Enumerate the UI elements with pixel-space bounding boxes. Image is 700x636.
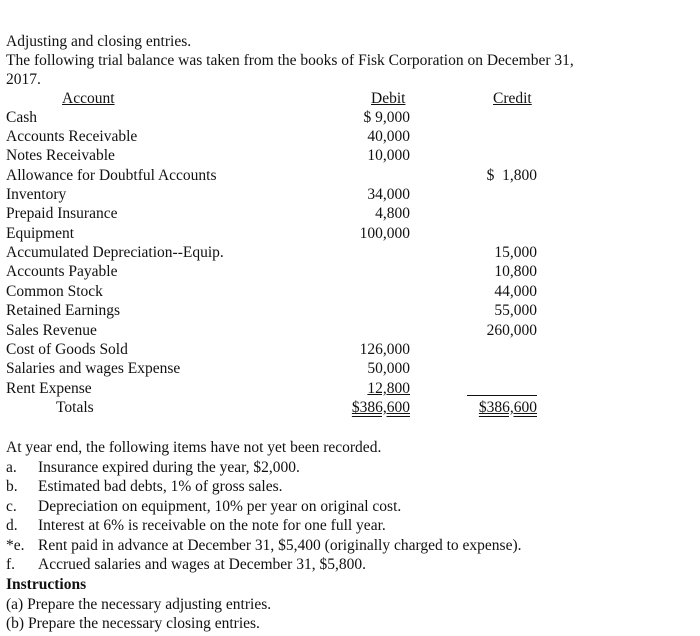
debit-total: $386,600 xyxy=(351,399,410,416)
debit-amount: 50,000 xyxy=(367,360,410,377)
unrecorded-items-intro: At year end, the following items have not yet been recorded. xyxy=(6,439,382,456)
account-name: Cash xyxy=(6,109,37,126)
credit-amount: $ 1,800 xyxy=(486,167,537,184)
intro-text-line-1: The following trial balance was taken from the books of Fisk Corporation on December 31, xyxy=(6,52,574,69)
debit-amount: 126,000 xyxy=(359,341,410,358)
item-text: Interest at 6% is receivable on the note for one full year. xyxy=(38,517,386,534)
debit-amount: 100,000 xyxy=(359,225,410,242)
item-text: Estimated bad debts, 1% of gross sales. xyxy=(38,478,283,495)
account-name: Notes Receivable xyxy=(6,147,115,164)
item-marker: f. xyxy=(6,556,16,573)
account-name: Rent Expense xyxy=(6,380,92,397)
debit-amount: 10,000 xyxy=(367,147,410,164)
account-name: Accounts Payable xyxy=(6,263,118,280)
instructions-heading: Instructions xyxy=(6,576,87,593)
debit-column-header: Debit xyxy=(371,90,406,107)
debit-amount: $ 9,000 xyxy=(363,109,410,126)
credit-total: $386,600 xyxy=(478,399,537,416)
account-name: Cost of Goods Sold xyxy=(6,341,128,358)
problem-title: Adjusting and closing entries. xyxy=(6,33,192,50)
instruction-a: (a) Prepare the necessary adjusting entries. xyxy=(6,596,272,613)
item-marker: d. xyxy=(6,517,18,534)
item-marker: a. xyxy=(6,459,17,476)
account-name: Equipment xyxy=(6,225,75,242)
account-name: Accumulated Depreciation--Equip. xyxy=(6,244,224,261)
credit-amount: 55,000 xyxy=(494,302,537,319)
credit-amount: 260,000 xyxy=(486,322,537,339)
item-text: Depreciation on equipment, 10% per year on original cost. xyxy=(38,498,402,515)
item-marker: c. xyxy=(6,498,17,515)
credit-amount: 10,800 xyxy=(494,263,537,280)
item-text: Insurance expired during the year, $2,000. xyxy=(38,459,300,476)
account-name: Inventory xyxy=(6,186,67,203)
account-name: Retained Earnings xyxy=(6,302,121,319)
item-marker: *e. xyxy=(6,537,25,554)
credit-amount: 44,000 xyxy=(494,283,537,300)
credit-amount: 15,000 xyxy=(494,244,537,261)
item-marker: b. xyxy=(6,478,18,495)
account-name: Sales Revenue xyxy=(6,322,97,339)
instruction-b: (b) Prepare the necessary closing entries. xyxy=(6,615,260,632)
account-name: Accounts Receivable xyxy=(6,128,138,145)
debit-amount: 34,000 xyxy=(367,186,410,203)
intro-text-line-2: 2017. xyxy=(6,71,41,88)
credit-subtotal-rule xyxy=(467,395,537,396)
debit-amount: 4,800 xyxy=(375,205,410,222)
account-name: Common Stock xyxy=(6,283,103,300)
item-text: Accrued salaries and wages at December 31, $5,800. xyxy=(38,556,366,573)
item-text: Rent paid in advance at December 31, $5,400 (originally charged to expense). xyxy=(38,537,522,554)
credit-column-header: Credit xyxy=(493,90,532,107)
account-name: Prepaid Insurance xyxy=(6,205,118,222)
account-column-header: Account xyxy=(62,90,115,107)
account-name: Allowance for Doubtful Accounts xyxy=(6,167,217,184)
debit-amount: 40,000 xyxy=(367,128,410,145)
debit-amount: 12,800 xyxy=(367,380,410,397)
totals-label: Totals xyxy=(56,399,94,416)
account-name: Salaries and wages Expense xyxy=(6,360,181,377)
